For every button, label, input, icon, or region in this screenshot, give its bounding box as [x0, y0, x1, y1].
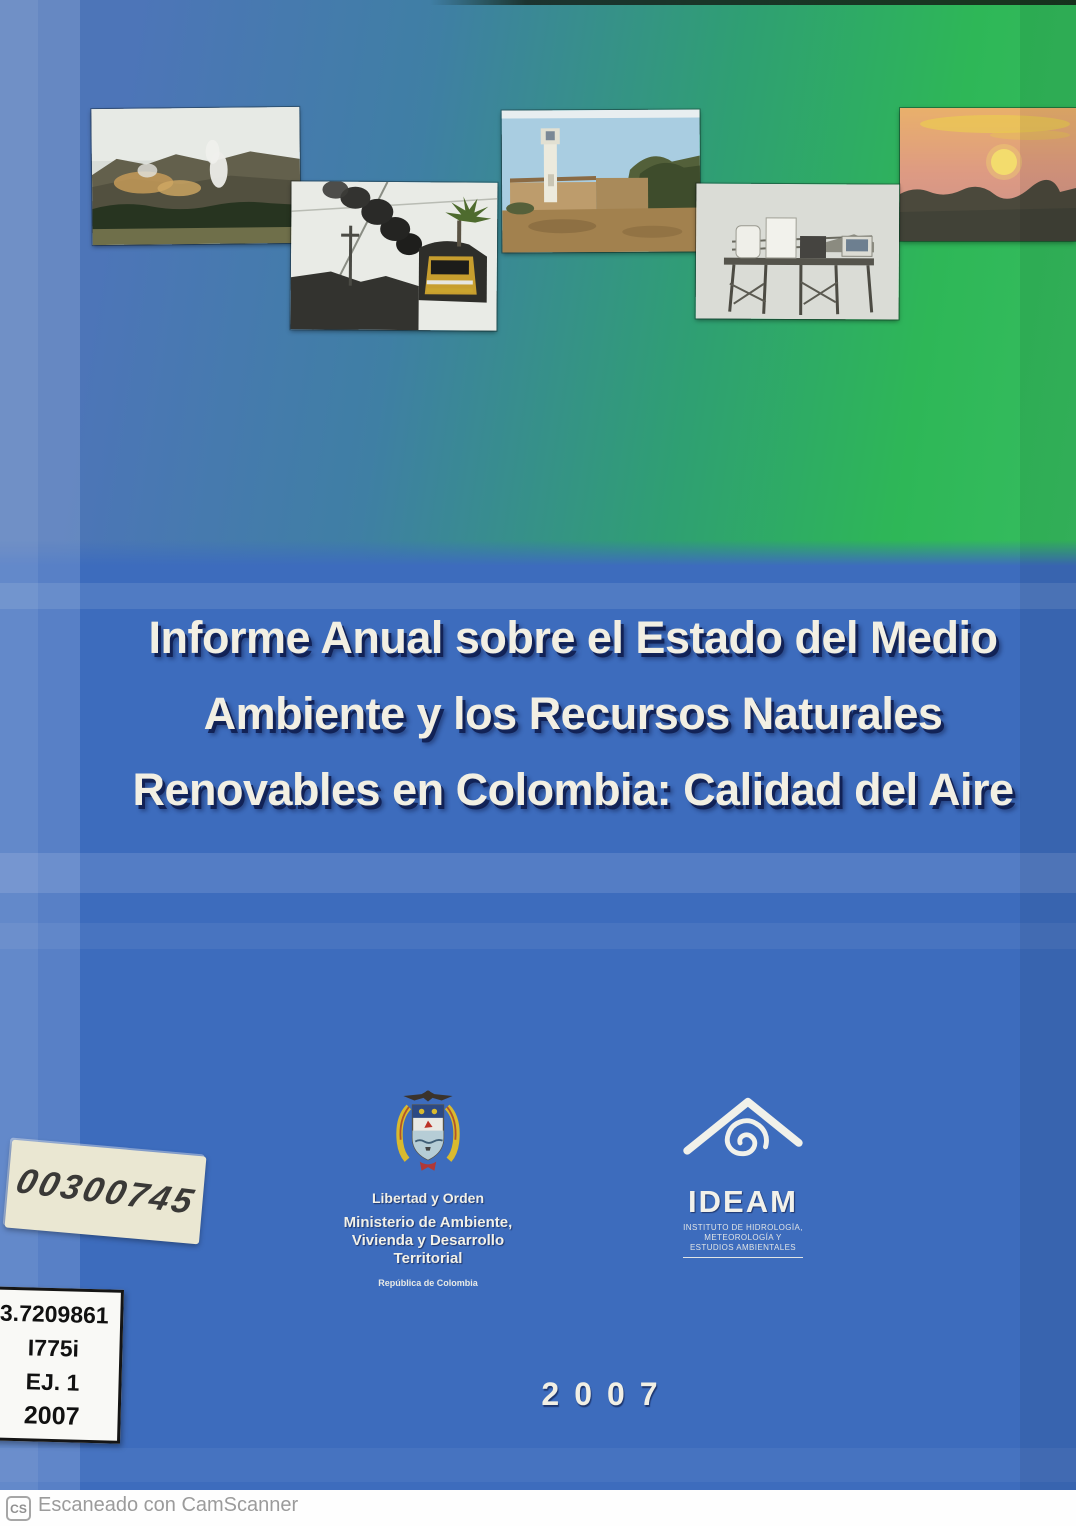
- blue-green-gradient: [0, 0, 1076, 566]
- book-title: [58, 600, 1076, 828]
- ideam-sub-line-2: METEOROLOGÍA Y: [704, 1233, 782, 1242]
- train-smoke-photo: [290, 181, 497, 330]
- call-number-line: I775i: [27, 1334, 80, 1362]
- title-line-2: Ambiente y los Recursos Naturales: [203, 688, 943, 739]
- scan-band: [0, 853, 1076, 893]
- call-number-line: 3.7209861: [0, 1299, 110, 1329]
- colombia-coat-of-arms-icon: [387, 1086, 469, 1188]
- ideam-subtitle: [683, 1223, 803, 1258]
- scan-band: [0, 923, 1076, 949]
- ideam-logo: [663, 1092, 823, 1258]
- handwritten-code: 00300745: [11, 1161, 201, 1222]
- title-line-1: Informe Anual sobre el Estado del Medio: [148, 612, 998, 663]
- ideam-sub-line-3: ESTUDIOS AMBIENTALES: [689, 1243, 797, 1252]
- monitoring-station-photo: [696, 183, 900, 319]
- camscanner-bar: [0, 1490, 1076, 1526]
- camscanner-icon: CS: [6, 1496, 31, 1521]
- spine-light-band-inner: [0, 0, 38, 1490]
- ministry-name-line-1: Ministerio de Ambiente,: [343, 1214, 513, 1231]
- camscanner-watermark-text: Escaneado con CamScanner: [38, 1494, 299, 1516]
- call-number-line: EJ. 1: [25, 1368, 80, 1396]
- call-number-label: [0, 1286, 124, 1444]
- call-number-line: 2007: [23, 1401, 80, 1431]
- book-top-edge: [430, 0, 1076, 5]
- ministry-logo: [323, 1086, 533, 1288]
- year-label: 2007: [541, 1376, 673, 1412]
- ideam-acronym: IDEAM: [688, 1184, 798, 1219]
- ministry-country: República de Colombia: [378, 1278, 478, 1288]
- hillside-smoke-photo: [91, 107, 300, 245]
- village-tower-photo: [502, 109, 701, 252]
- ministry-motto: Libertad y Orden: [371, 1190, 485, 1206]
- handwritten-accession-label: [5, 1140, 207, 1245]
- title-line-3: Renovables en Colombia: Calidad del Aire: [132, 764, 1014, 815]
- gradient-fade: [0, 540, 1076, 568]
- ideam-roof-swirl-icon: [679, 1092, 807, 1182]
- ideam-sub-line-1: INSTITUTO DE HIDROLOGÍA,: [683, 1223, 803, 1232]
- scan-band: [0, 1448, 1076, 1482]
- ministry-name-line-2: Vivienda y Desarrollo Territorial: [351, 1232, 505, 1267]
